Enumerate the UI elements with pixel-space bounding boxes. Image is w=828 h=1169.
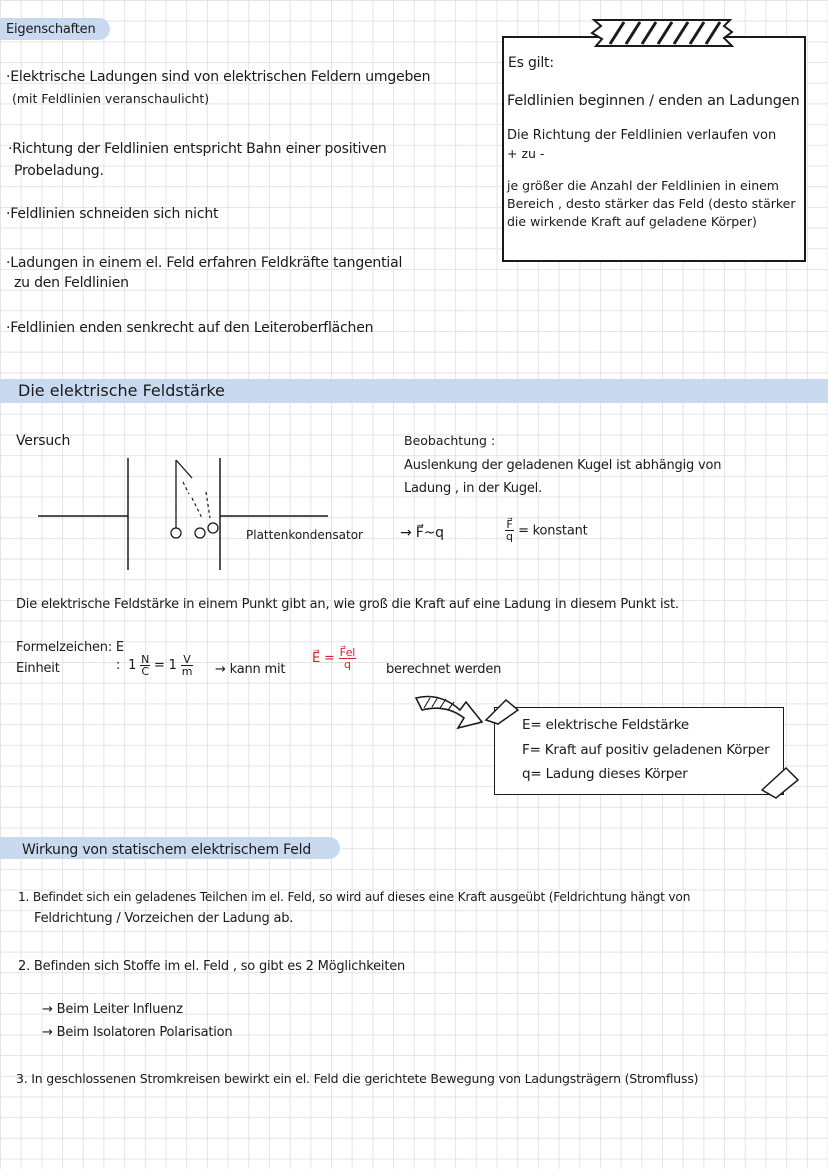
property-line-2: (mit Feldlinien veranschaulicht) bbox=[12, 91, 210, 106]
property-line-1: ·Elektrische Ladungen sind von elektrischen Feldern umgeben bbox=[6, 69, 431, 85]
curved-arrow-icon bbox=[412, 688, 488, 734]
rules-line-3b: Bereich , desto stärker das Feld (desto stärker bbox=[507, 196, 796, 211]
formula-e bbox=[312, 647, 356, 670]
arrow-icon: → bbox=[400, 525, 412, 541]
unit-one: 1 bbox=[128, 658, 137, 673]
legend-e: E= elektrische Feldstärke bbox=[522, 717, 689, 733]
observation-title: Beobachtung : bbox=[404, 433, 496, 448]
rules-line-1: Feldlinien beginnen / enden an Ladungen bbox=[507, 93, 800, 109]
force-symbol: F⃗ bbox=[415, 525, 424, 541]
property-line-8: ·Feldlinien enden senkrecht auf den Leiteroberflächen bbox=[6, 320, 374, 336]
rules-line-3c: die wirkende Kraft auf geladene Körper) bbox=[507, 214, 757, 229]
formula-fraction bbox=[339, 647, 357, 670]
unit-label: Einheit bbox=[16, 661, 60, 676]
unit-n-per-c bbox=[140, 654, 150, 677]
tape-strip-icon bbox=[588, 16, 738, 50]
effect-item-1b: Feldrichtung / Vorzeichen der Ladung ab. bbox=[34, 911, 294, 926]
tape-corner-top-left-icon bbox=[482, 696, 522, 726]
tape-corner-bottom-right-icon bbox=[758, 764, 802, 800]
effect-sub-2: → Beim Isolatoren Polarisation bbox=[42, 1025, 233, 1040]
unit-colon: : bbox=[116, 658, 121, 673]
rules-line-2b: + zu - bbox=[507, 146, 545, 161]
symbol-label: Formelzeichen: E bbox=[16, 640, 124, 655]
effect-item-2: 2. Befinden sich Stoffe im el. Feld , so gibt es 2 Möglichkeiten bbox=[18, 959, 406, 974]
field-strength-heading: Die elektrische Feldstärke bbox=[18, 381, 225, 400]
observation-line-2: Ladung , in der Kugel. bbox=[404, 481, 543, 496]
property-line-5: ·Feldlinien schneiden sich nicht bbox=[6, 206, 219, 222]
effect-item-1a: 1. Befindet sich ein geladenes Teilchen im el. Feld, so wird auf dieses eine Kraft ausgeübt (Feldrichtung hängt von bbox=[18, 890, 691, 904]
observation-line-1: Auslenkung der geladenen Kugel ist abhängig von bbox=[404, 458, 722, 473]
effect-item-3: 3. In geschlossenen Stromkreisen bewirkt ein el. Feld die gerichtete Bewegung von Ladungsträgern (Stromfluss) bbox=[16, 1071, 699, 1086]
effects-heading: Wirkung von statischem elektrischem Feld bbox=[22, 842, 312, 858]
rules-title: Es gilt: bbox=[508, 55, 554, 71]
constant-ratio bbox=[505, 519, 588, 542]
unit-v-per-m bbox=[181, 654, 194, 677]
unit-expression bbox=[116, 654, 193, 677]
property-line-6: ·Ladungen in einem el. Feld erfahren Feldkräfte tangential bbox=[6, 255, 403, 271]
unit-equals-one: = 1 bbox=[154, 658, 177, 673]
effect-sub-1: → Beim Leiter Influenz bbox=[42, 1002, 183, 1017]
unit-c: C bbox=[141, 665, 149, 678]
rules-line-2a: Die Richtung der Feldlinien verlaufen von bbox=[507, 128, 777, 143]
formula-numerator: F⃗el bbox=[339, 646, 356, 659]
properties-heading: Eigenschaften bbox=[6, 22, 96, 37]
property-line-4: Probeladung. bbox=[14, 163, 104, 179]
proportional-relation bbox=[400, 524, 444, 542]
capacitor-diagram bbox=[30, 452, 360, 576]
calc-prefix: → kann mit bbox=[215, 662, 286, 677]
legend-q: q= Ladung dieses Körper bbox=[522, 766, 688, 782]
property-line-7: zu den Feldlinien bbox=[14, 275, 129, 291]
unit-n: N bbox=[141, 653, 150, 666]
ratio-denominator: q bbox=[506, 530, 513, 543]
unit-v: V bbox=[181, 654, 194, 666]
rules-line-3a: je größer die Anzahl der Feldlinien in einem bbox=[507, 178, 779, 193]
property-line-3: ·Richtung der Feldlinien entspricht Bahn einer positiven bbox=[8, 141, 387, 157]
definition-text: Die elektrische Feldstärke in einem Punkt gibt an, wie groß die Kraft auf eine Ladung in diesem Punkt ist. bbox=[16, 597, 679, 612]
unit-m: m bbox=[181, 665, 193, 678]
formula-denominator: q bbox=[343, 658, 351, 671]
capacitor-label: Plattenkondensator bbox=[246, 528, 363, 542]
ratio-numerator: F⃗ bbox=[506, 518, 513, 531]
proportional-to-q: ~q bbox=[423, 525, 444, 541]
ratio-constant: = konstant bbox=[518, 523, 588, 539]
legend-f: F= Kraft auf positiv geladenen Körper bbox=[522, 742, 770, 758]
formula-e-symbol: E⃗ = bbox=[312, 651, 335, 666]
calc-suffix: berechnet werden bbox=[386, 662, 502, 677]
experiment-label: Versuch bbox=[16, 433, 71, 449]
ratio-fraction bbox=[505, 519, 514, 542]
